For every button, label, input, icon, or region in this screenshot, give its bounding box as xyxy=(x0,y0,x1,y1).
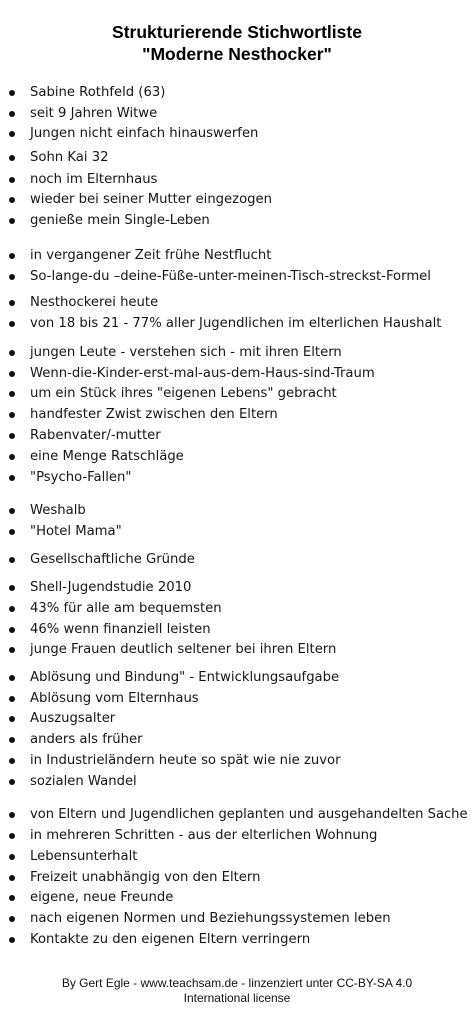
list-item-text: in vergangener Zeit frühe Nestflucht xyxy=(30,248,272,263)
bullet-icon xyxy=(9,371,15,377)
list-item xyxy=(0,930,474,950)
bullet-icon xyxy=(9,475,15,481)
list-item-text: eigene, neue Freunde xyxy=(30,890,174,905)
list-item xyxy=(0,104,474,124)
list-item xyxy=(0,620,474,640)
bullet-icon xyxy=(9,737,15,743)
list-item xyxy=(0,550,474,570)
list-item-text: Jungen nicht einfach hinauswerfen xyxy=(30,126,259,141)
bullet-icon xyxy=(9,895,15,901)
list-item-text: Weshalb xyxy=(30,503,86,518)
list-item xyxy=(0,405,474,425)
bullet-icon xyxy=(9,606,15,612)
list-item-text: handfester Zwist zwischen den Eltern xyxy=(30,407,278,422)
list-item-text: Gesellschaftliche Gründe xyxy=(30,552,195,567)
bullet-icon xyxy=(9,716,15,722)
bullet-icon xyxy=(9,412,15,418)
list-item-text: jungen Leute - verstehen sich - mit ihren Eltern xyxy=(30,345,342,360)
list-item-text: Sabine Rothfeld (63) xyxy=(30,85,166,100)
bullet-icon xyxy=(9,937,15,943)
list-item-text: eine Menge Ratschläge xyxy=(30,449,184,464)
bullet-icon xyxy=(9,758,15,764)
list-item-text: 46% wenn finanziell leisten xyxy=(30,622,211,637)
list-item-text: seit 9 Jahren Witwe xyxy=(30,106,158,121)
bullet-icon xyxy=(9,321,15,327)
bullet-icon xyxy=(9,854,15,860)
list-item xyxy=(0,211,474,231)
list-item xyxy=(0,730,474,750)
bullet-icon xyxy=(9,812,15,818)
list-item xyxy=(0,293,474,313)
list-item xyxy=(0,170,474,190)
list-item xyxy=(0,805,474,825)
list-item xyxy=(0,689,474,709)
list-item-text: genieße mein Single-Leben xyxy=(30,213,210,228)
bullet-icon xyxy=(9,875,15,881)
list-item xyxy=(0,868,474,888)
list-item-text: 43% für alle am bequemsten xyxy=(30,601,222,616)
list-item-text: von 18 bis 21 - 77% aller Jugendlichen im elterlichen Haushalt xyxy=(30,316,442,331)
list-item-text: So-lange-du –deine-Füße-unter-meinen-Tisch-streckst-Formel xyxy=(30,269,431,284)
footer-license-line-2: International license xyxy=(183,991,291,1005)
list-item xyxy=(0,314,474,334)
bullet-icon xyxy=(9,675,15,681)
bullet-icon xyxy=(9,779,15,785)
list-item xyxy=(0,772,474,792)
list-item-text: in Industrieländern heute so spät wie nie zuvor xyxy=(30,753,341,768)
list-item xyxy=(0,826,474,846)
list-item xyxy=(0,599,474,619)
list-item xyxy=(0,578,474,598)
bullet-icon xyxy=(9,529,15,535)
list-item xyxy=(0,124,474,144)
list-item xyxy=(0,343,474,363)
list-item xyxy=(0,426,474,446)
list-item-text: Ablösung und Bindung" - Entwicklungsaufgabe xyxy=(30,670,340,685)
bullet-icon xyxy=(9,218,15,224)
list-item xyxy=(0,267,474,287)
list-item xyxy=(0,888,474,908)
list-item-text: Auszugsalter xyxy=(30,711,116,726)
bullet-icon xyxy=(9,557,15,563)
list-item-text: Nesthockerei heute xyxy=(30,295,159,310)
list-item-text: Shell-Jugendstudie 2010 xyxy=(30,580,192,595)
bullet-icon xyxy=(9,433,15,439)
list-item xyxy=(0,246,474,266)
list-item xyxy=(0,751,474,771)
bullet-icon xyxy=(9,300,15,306)
list-item xyxy=(0,668,474,688)
list-item-text: Rabenvater/-mutter xyxy=(30,428,161,443)
bullet-icon xyxy=(9,131,15,137)
list-item-text: wieder bei seiner Mutter eingezogen xyxy=(30,192,272,207)
bullet-icon xyxy=(9,350,15,356)
page-subtitle: "Moderne Nesthocker" xyxy=(142,44,332,64)
list-item xyxy=(0,909,474,929)
bullet-icon xyxy=(9,916,15,922)
list-item xyxy=(0,364,474,384)
bullet-icon xyxy=(9,696,15,702)
bullet-icon xyxy=(9,155,15,161)
list-item-text: nach eigenen Normen und Beziehungssystemen leben xyxy=(30,911,391,926)
list-item-text: noch im Elternhaus xyxy=(30,172,158,187)
list-item xyxy=(0,640,474,660)
bullet-icon xyxy=(9,585,15,591)
list-item-text: "Psycho-Fallen" xyxy=(30,470,132,485)
list-item xyxy=(0,501,474,521)
bullet-icon xyxy=(9,90,15,96)
list-item-text: um ein Stück ihres "eigenen Lebens" gebracht xyxy=(30,386,337,401)
bullet-icon xyxy=(9,197,15,203)
list-item-text: Kontakte zu den eigenen Eltern verringern xyxy=(30,932,311,947)
bullet-icon xyxy=(9,508,15,514)
list-item-text: sozialen Wandel xyxy=(30,774,137,789)
bullet-icon xyxy=(9,627,15,633)
bullet-icon xyxy=(9,454,15,460)
list-item-text: von Eltern und Jugendlichen geplanten und ausgehandelten Sache xyxy=(30,807,468,822)
bullet-icon xyxy=(9,274,15,280)
bullet-icon xyxy=(9,647,15,653)
list-item-text: junge Frauen deutlich seltener bei ihren Eltern xyxy=(30,642,337,657)
bullet-icon xyxy=(9,111,15,117)
list-item-text: anders als früher xyxy=(30,732,143,747)
bullet-icon xyxy=(9,391,15,397)
list-item-text: Lebensunterhalt xyxy=(30,849,138,864)
list-item xyxy=(0,148,474,168)
list-item xyxy=(0,522,474,542)
list-item xyxy=(0,190,474,210)
bullet-icon xyxy=(9,177,15,183)
list-item xyxy=(0,447,474,467)
list-item-text: Freizeit unabhängig von den Eltern xyxy=(30,870,261,885)
list-item xyxy=(0,384,474,404)
list-item-text: Sohn Kai 32 xyxy=(30,150,109,165)
list-item xyxy=(0,847,474,867)
bullet-icon xyxy=(9,253,15,259)
list-item xyxy=(0,83,474,103)
footer-license-line-1: By Gert Egle - www.teachsam.de - linzenziert unter CC-BY-SA 4.0 xyxy=(61,976,413,990)
bullet-icon xyxy=(9,833,15,839)
list-item xyxy=(0,709,474,729)
list-item-text: in mehreren Schritten - aus der elterlichen Wohnung xyxy=(30,828,378,843)
list-item-text: Wenn-die-Kinder-erst-mal-aus-dem-Haus-sind-Traum xyxy=(30,366,375,381)
list-item-text: Ablösung vom Elternhaus xyxy=(30,691,199,706)
list-item-text: "Hotel Mama" xyxy=(30,524,122,539)
list-item xyxy=(0,468,474,488)
page-title: Strukturierende Stichwortliste xyxy=(112,22,362,42)
